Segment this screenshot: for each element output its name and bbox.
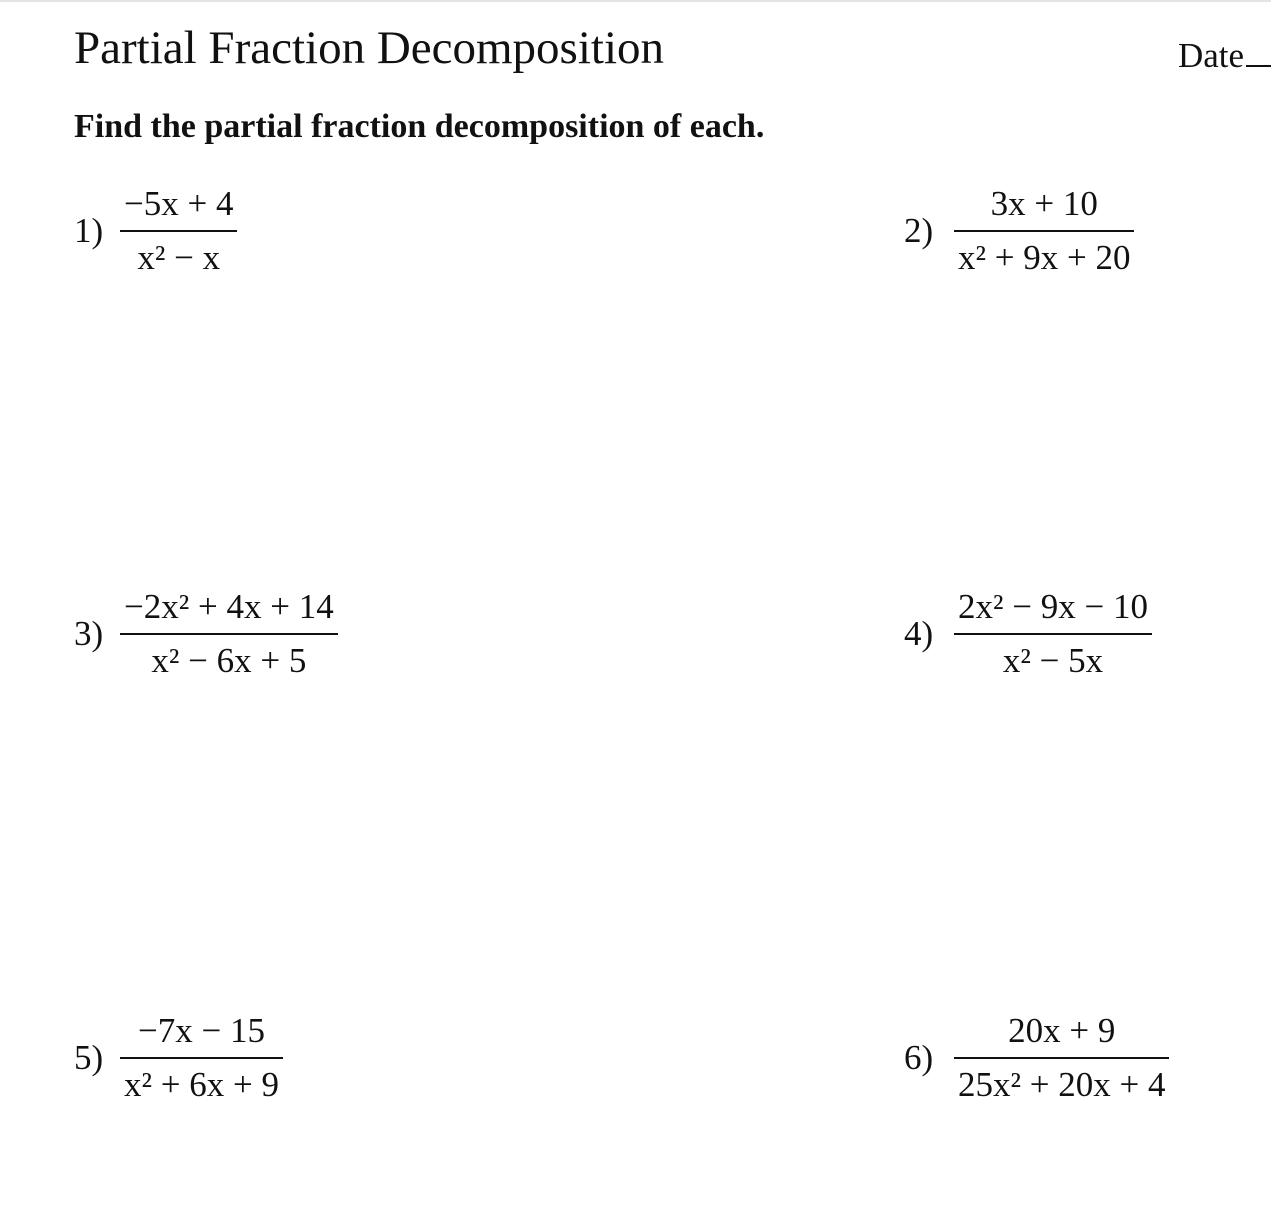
fraction-denominator: x² + 6x + 9 bbox=[124, 1065, 279, 1104]
problem-number: 3) bbox=[74, 614, 104, 653]
fraction bbox=[954, 587, 1152, 681]
fraction-denominator: x² − 5x bbox=[1002, 641, 1104, 680]
date-field bbox=[1178, 36, 1271, 76]
fraction-denominator: x² − x bbox=[137, 238, 221, 277]
fraction-numerator: 3x + 10 bbox=[990, 184, 1098, 223]
fraction-numerator: 20x + 9 bbox=[1008, 1011, 1116, 1050]
page-title: Partial Fraction Decomposition bbox=[74, 22, 665, 74]
fraction-numerator: −7x − 15 bbox=[138, 1011, 265, 1050]
date-label: Date bbox=[1178, 36, 1245, 75]
problem-number: 4) bbox=[904, 614, 934, 653]
problem-5 bbox=[74, 1011, 283, 1105]
fraction bbox=[954, 184, 1134, 278]
problem-6 bbox=[904, 1011, 1169, 1105]
fraction-denominator: x² + 9x + 20 bbox=[958, 238, 1131, 277]
page-top-rule bbox=[0, 0, 1271, 2]
problem-number: 6) bbox=[904, 1038, 934, 1077]
fraction-numerator: −2x² + 4x + 14 bbox=[124, 587, 334, 626]
problem-number: 2) bbox=[904, 211, 934, 250]
fraction bbox=[120, 587, 338, 681]
date-blank-line bbox=[1246, 65, 1271, 67]
problem-2 bbox=[904, 184, 1134, 278]
problem-4 bbox=[904, 587, 1152, 681]
fraction-numerator: 2x² − 9x − 10 bbox=[958, 587, 1148, 626]
fraction-denominator: 25x² + 20x + 4 bbox=[958, 1065, 1166, 1104]
problem-number: 5) bbox=[74, 1038, 104, 1077]
instructions: Find the partial fraction decomposition of each. bbox=[74, 108, 765, 145]
problem-number: 1) bbox=[74, 211, 104, 250]
fraction-denominator: x² − 6x + 5 bbox=[151, 641, 307, 680]
problem-1 bbox=[74, 184, 237, 278]
problem-3 bbox=[74, 587, 338, 681]
fraction bbox=[954, 1011, 1169, 1105]
fraction bbox=[120, 1011, 283, 1105]
fraction bbox=[120, 184, 237, 278]
fraction-numerator: −5x + 4 bbox=[124, 184, 234, 223]
